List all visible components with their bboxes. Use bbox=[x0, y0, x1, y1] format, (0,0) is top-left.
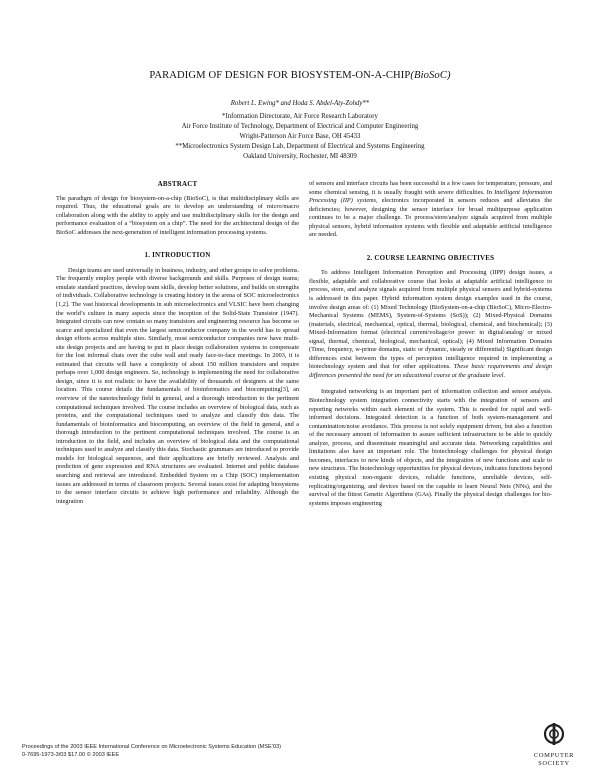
title-italic: (BioSoC) bbox=[410, 70, 451, 81]
continuation-paragraph: of sensors and interface circuits has been successful in a few cases for temperature, pressure, and some chemical sensing, it is usually fraught with severe difficulties. In Intelligent Information Processing (IIP) systems, electronics incorporated in sensors reduces and alleviates the deficiencies; however, designing the sensor interface for broad multipurpose application continues to be a major challenge. To process/store/analyze signals acquired from multiple physical sensors, hybrid information systems with flexible and adaptable artificial intelligence are needed. bbox=[309, 180, 552, 239]
logo-text-computer: COMPUTER bbox=[533, 752, 575, 759]
abstract-heading: ABSTRACT bbox=[157, 180, 198, 188]
affiliation-1-line-2: Air Force Institute of Technology, Department of Electrical and Computer Engineering bbox=[181, 123, 419, 130]
affiliation-1-line-3: Wright-Patterson Air Force Base, OH 45433 bbox=[239, 133, 361, 140]
footer-proceedings: Proceedings of the 2003 IEEE International Conference on Microelectronic Systems Education (MSE’03) bbox=[22, 744, 282, 750]
objectives-heading: 2. COURSE LEARNING OBJECTIVES bbox=[366, 253, 495, 262]
logo-text-society: SOCIETY bbox=[538, 760, 570, 767]
abstract-text: The paradigm of design for biosystem-on-a-chip (BioSoC), is that multidisciplinary skills are required. Thus, the educational goals are to develop an understanding of micro/macro collaboration along with the ability to apply and use multidisciplinary skills for the design and performance evaluation of a “biosystem on a chip”. The need for the architectural design of the BioSoC addresses the next-generation of intelligent information processing systems. bbox=[56, 194, 299, 236]
author-names: Robert L. Ewing* and Hoda S. Abdel-Aty-Zohdy** bbox=[230, 100, 370, 107]
objectives-paragraph-1: To address Intelligent Information Perception and Processing (IIPP) design issues, a flexible, adaptable and collaborative course that looks at adaptable artificial intelligence to process, store, and analyze signals acquired from multiple physical sensors and hybrid-systems is addressed in this paper. Hybrid information system design examples used in the course, involve design areas of: (1) Mixed Technology (BioSystem-on-a-chip (BioSoC), Micro-Electro-Mechanical Systems (MEMS), System-of-Systems (SoS)); (2) Mixed-Physical Domains (materials, electrical, mechanical, optical, thermal, biological, chemical, and biochemical); (3) Mixed-Information format (electrical current/voltage/or power: in digital/analog/ or mixed signal, thermal, chemical, biological, mechanical, optical); (4) Mixed Information Domains (Time, frequency, w-prime domains, static or dynamic, steady or differential) Significant design differences exist between the types of perception intelligence required in implementing a biotechnology system and that for other applications. These basic requirements and design differences presented the need for an educational course at the graduate level. bbox=[309, 269, 552, 379]
footer-isbn: 0-7695-1973-3/03 $17.00 © 2003 IEEE bbox=[22, 752, 120, 758]
introduction-text: Design teams are used universally in business, industry, and other groups to solve problems. The frequently employ people with diverse backgrounds and skills. Purposes of design teams; emulate standard practices, develop team skills, develop better solutions, and builds on strengths of individuals. Collaborative technology is creating history in the arena of SOC microelectronics [1,2]. The vast historical developments in sub microelectronics and VLSIC have been changing the world’s culture in many aspects since the inception of the Solid-State Transistor (1947). Integrated circuits can now contain so many transistors and engineering resource has become so scarce and specialized that even the largest semiconductor company in the world has to spread design efforts across multiple sites. Similarly, most semiconductor companies now have multi-site design projects and are having to put in place design collaboration systems to compensate for the lost informal chats over the cube wall and ready face-to-face meetings. In 2003, it is estimated that circuits will have a complexity of about 150 million transistors and require perhaps over 1,000 design engineers. So, technology is implementing the need for collaborative design, since it is not realistic to have the availability of thousands of designers at the same location. This course details the fundamentals of bioinformatics and biocomputing[3], an overview of the nanotechnology field in general, and a thorough introduction to the pertinent computational techniques involved. The course includes an overview of biological data, such as proteins, and the computational techniques used to analyze and classify this data. The fundamentals of bioinformatics and biocomputing, an overview of the field in general, and a thorough introduction to the pertinent computational techniques involved. The course is an introduction to the field, and includes an overview of biological data and the computational techniques used to analyze and classify this data. Stochastic grammars are introduced to provide models for biological sequences, and their applications are briefly reviewed. Analysis and prediction of gene expression and RNA structures are evaluated. Internet and public database searching and retrieval are introduced. Embedded System on a Chip (SOC) implementation issues are addressed in terms of classroom projects. Several issues exist for adapting biosystems to the sensor interface circuits to achieve high performance and reliability. Although the integration bbox=[56, 266, 299, 505]
right-column bbox=[309, 180, 552, 508]
paper-title bbox=[0, 70, 600, 81]
logo-mark-icon bbox=[530, 722, 578, 746]
affiliation-2-line-2: Oakland University, Rochester, MI 48309 bbox=[243, 153, 357, 160]
title-main: PARADIGM OF DESIGN FOR BIOSYSTEM-ON-A-CHIP bbox=[149, 70, 411, 81]
affiliation-1-line-1: *Information Directorate, Air Force Research Laboratory bbox=[222, 113, 378, 120]
introduction-heading: 1. INTRODUCTION bbox=[144, 251, 211, 260]
objectives-paragraph-2: Integrated networking is an important part of information collection and sensor analysis. Biotechnology system integration connectivity starts with the integration of sensors and reporting networks within each element of the system. This is needed for rapid and well-informed decisions. Integrated detection is a function of both system-management and contamination/noise avoidance. This process is not solely equipment driven, but also a function of the necessary amount of information to assure sufficient infrastructure to be able to quickly analyze, process, and disseminate meaningful and accurate data. Networking capabilities and limitations also have an important role. The biotechnology challenges for physical design becomes, interfaces to new kinds of objects, and the integration of new functions and scale to new structures. The biotechnology opportunities for physical devices, indicates functions beyond existing physical non-organic devices, reliable functions, unreliable devices, self-replicating/organizing, and devices based on the capable to learn Neural Nets (NNs), and the survival of the fittest Genetic Algorithms (GAs). Finally the physical design challenges for bio-systems imposes engineering bbox=[309, 388, 552, 507]
left-column bbox=[56, 180, 299, 506]
affiliation-2-line-1: **Microelectronics System Design Lab, Department of Electrical and Systems Engineering bbox=[175, 143, 425, 150]
page-footer bbox=[22, 743, 281, 759]
author-block bbox=[0, 99, 600, 162]
ieee-computer-society-logo-icon bbox=[530, 722, 578, 767]
